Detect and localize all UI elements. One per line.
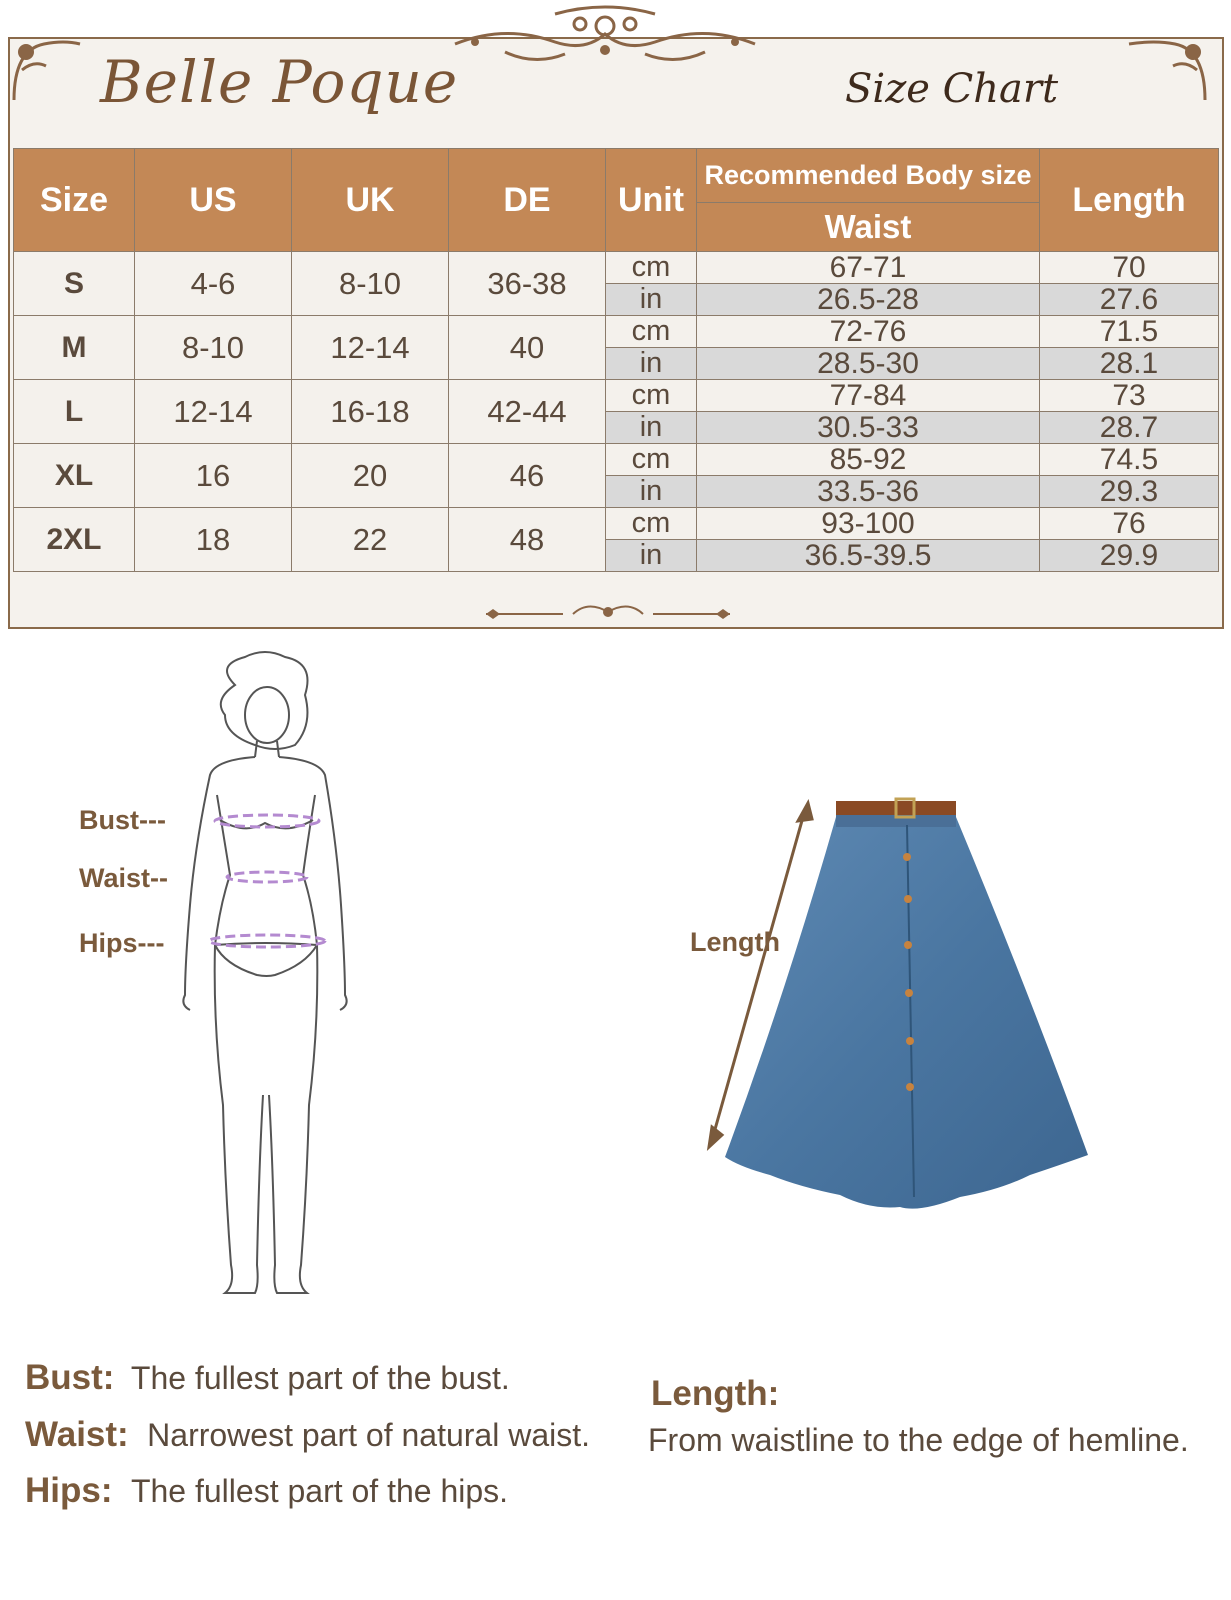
cell-unit: cm (606, 444, 697, 476)
cell-de: 42-44 (449, 380, 606, 444)
cell-de: 46 (449, 444, 606, 508)
cell-waist: 93-100 (697, 508, 1040, 540)
cell-uk: 20 (292, 444, 449, 508)
cell-size: 2XL (14, 508, 135, 572)
cell-length: 71.5 (1040, 316, 1219, 348)
cell-length: 73 (1040, 380, 1219, 412)
definition-waist (25, 1415, 590, 1455)
cell-length: 70 (1040, 252, 1219, 284)
cell-waist: 28.5-30 (697, 348, 1040, 380)
cell-waist: 72-76 (697, 316, 1040, 348)
definition-length-label: Length: (651, 1374, 780, 1413)
ornament-top-center-icon (445, 4, 765, 74)
label-waist: Waist-- (79, 863, 168, 893)
cell-unit: cm (606, 380, 697, 412)
cell-size: L (14, 380, 135, 444)
cell-size: M (14, 316, 135, 380)
definition-length-term (651, 1374, 779, 1414)
definition-length (648, 1422, 1189, 1459)
definition-hips-text: The fullest part of the hips. (130, 1473, 509, 1509)
cell-length: 76 (1040, 508, 1219, 540)
ornament-bottom-divider-icon (478, 596, 738, 626)
header-uk: UK (292, 149, 449, 252)
cell-waist: 33.5-36 (697, 476, 1040, 508)
label-bust: Bust--- (79, 805, 166, 835)
cell-waist: 36.5-39.5 (697, 540, 1040, 572)
chart-title: Size Chart (845, 66, 1059, 112)
cell-unit: in (606, 284, 697, 316)
definition-bust-text: The fullest part of the bust. (130, 1360, 510, 1396)
cell-waist: 77-84 (697, 380, 1040, 412)
cell-unit: in (606, 412, 697, 444)
cell-uk: 22 (292, 508, 449, 572)
header-recommended: Recommended Body size (697, 149, 1040, 203)
header-de: DE (449, 149, 606, 252)
header-size: Size (14, 149, 135, 252)
denim-skirt-image (700, 795, 1100, 1225)
definition-length-text: From waistline to the edge of hemline. (648, 1422, 1189, 1458)
cell-waist: 85-92 (697, 444, 1040, 476)
label-length: Length (690, 927, 780, 957)
table-row (14, 508, 1219, 540)
cell-us: 8-10 (135, 316, 292, 380)
definition-waist-text: Narrowest part of natural waist. (147, 1417, 590, 1453)
table-row (14, 252, 1219, 284)
cell-de: 40 (449, 316, 606, 380)
cell-length: 74.5 (1040, 444, 1219, 476)
cell-size: XL (14, 444, 135, 508)
cell-us: 12-14 (135, 380, 292, 444)
table-row (14, 380, 1219, 412)
cell-length: 28.1 (1040, 348, 1219, 380)
definition-hips-term: Hips: (25, 1471, 113, 1510)
table-row (14, 316, 1219, 348)
cell-unit: cm (606, 252, 697, 284)
cell-us: 16 (135, 444, 292, 508)
table-row (14, 444, 1219, 476)
cell-waist: 26.5-28 (697, 284, 1040, 316)
brand-logo: Belle Poque (100, 48, 459, 116)
cell-waist: 30.5-33 (697, 412, 1040, 444)
cell-length: 29.9 (1040, 540, 1219, 572)
cell-unit: cm (606, 508, 697, 540)
cell-de: 48 (449, 508, 606, 572)
definition-hips (25, 1471, 508, 1511)
cell-unit: in (606, 476, 697, 508)
ornament-left-corner-icon (4, 30, 84, 110)
definition-bust-term: Bust: (25, 1358, 115, 1397)
size-table (13, 148, 1219, 572)
header-waist: Waist (697, 202, 1040, 251)
cell-size: S (14, 252, 135, 316)
definition-bust (25, 1358, 510, 1398)
body-figure-illustration (175, 645, 355, 1305)
cell-us: 18 (135, 508, 292, 572)
cell-us: 4-6 (135, 252, 292, 316)
header-us: US (135, 149, 292, 252)
cell-length: 28.7 (1040, 412, 1219, 444)
cell-uk: 16-18 (292, 380, 449, 444)
cell-uk: 8-10 (292, 252, 449, 316)
header-length: Length (1040, 149, 1219, 252)
ornament-right-corner-icon (1125, 30, 1215, 110)
definition-waist-term: Waist: (25, 1415, 129, 1454)
label-hips: Hips--- (79, 928, 165, 958)
cell-length: 27.6 (1040, 284, 1219, 316)
header-unit: Unit (606, 149, 697, 252)
cell-unit: in (606, 540, 697, 572)
cell-unit: in (606, 348, 697, 380)
cell-uk: 12-14 (292, 316, 449, 380)
cell-de: 36-38 (449, 252, 606, 316)
cell-length: 29.3 (1040, 476, 1219, 508)
cell-unit: cm (606, 316, 697, 348)
cell-waist: 67-71 (697, 252, 1040, 284)
